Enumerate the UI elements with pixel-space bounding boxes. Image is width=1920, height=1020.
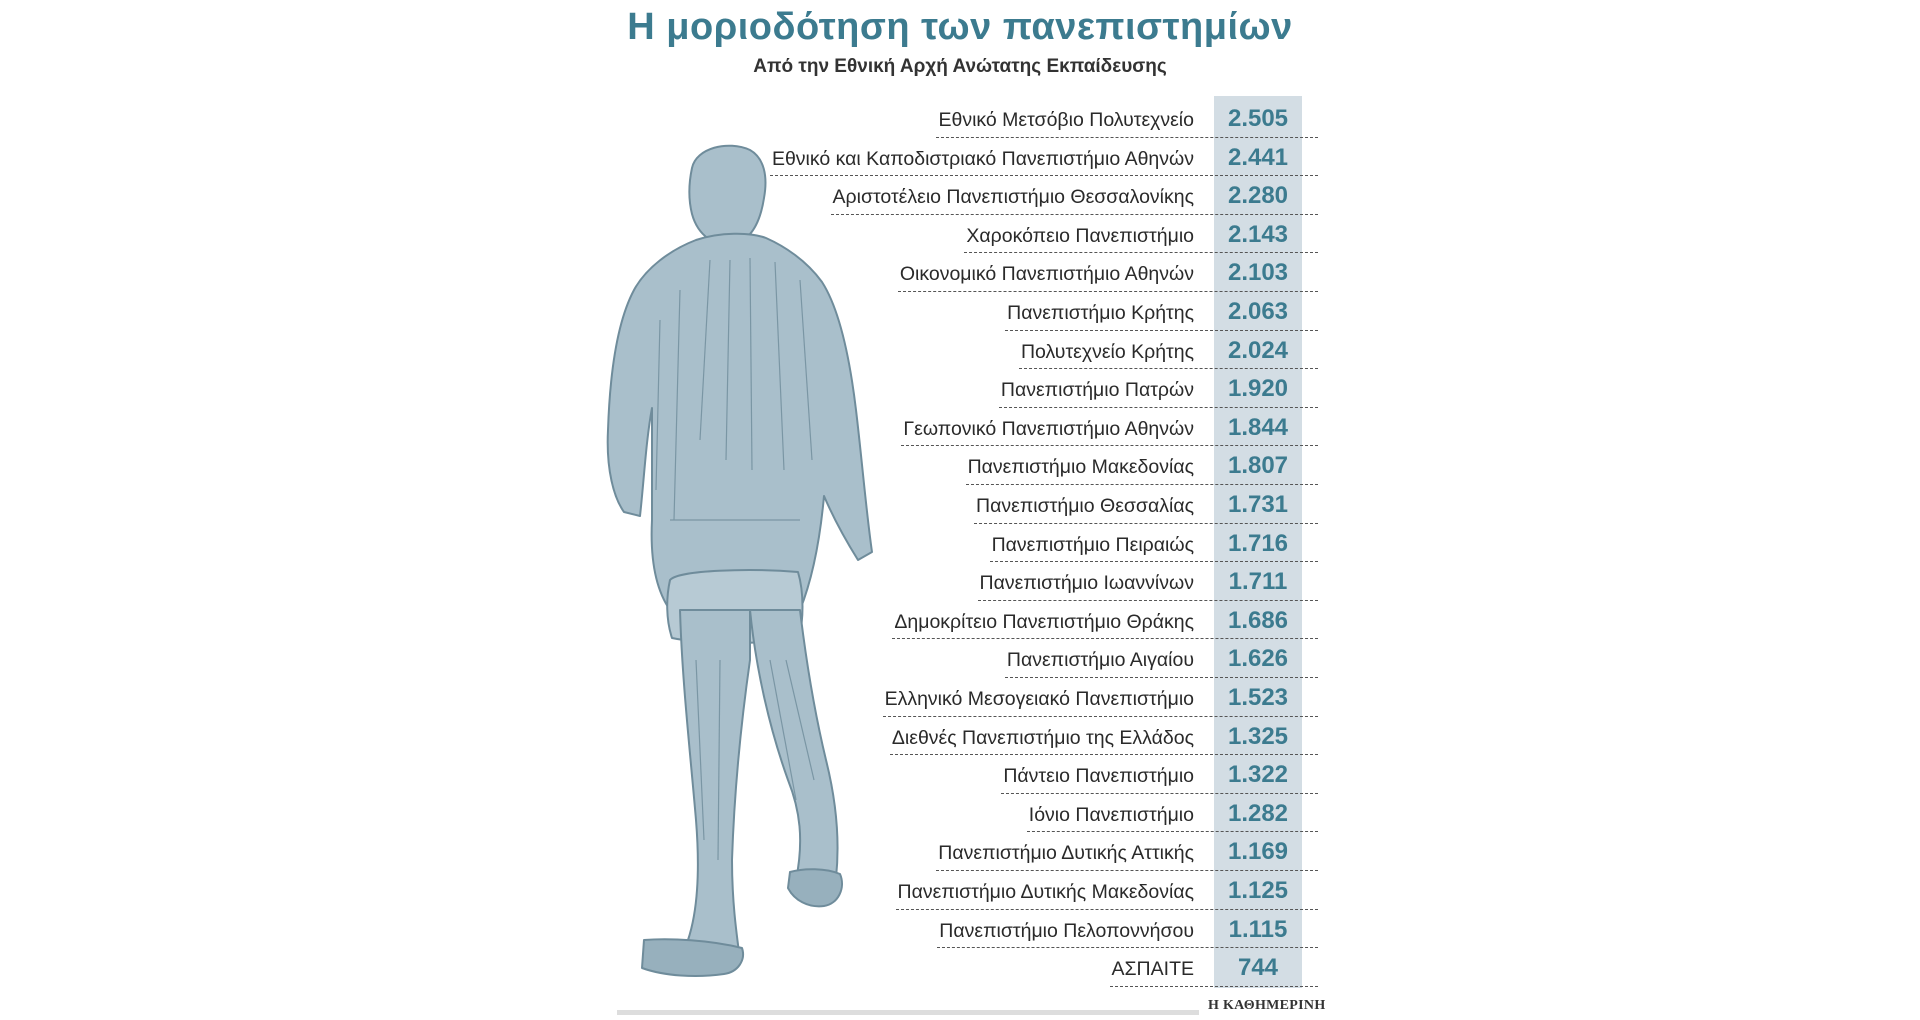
row-value: 744 [1237,954,1279,982]
row-label: Διεθνές Πανεπιστήμιο της Ελλάδος [891,726,1194,749]
row-separator [901,445,1318,446]
row-label: ΑΣΠΑΙΤΕ [1111,958,1194,981]
row-value: 2.103 [1227,259,1289,287]
row-separator [898,291,1318,292]
row-label: Εθνικό και Καποδιστριακό Πανεπιστήμιο Αθηνών [771,147,1194,170]
row-value: 1.115 [1228,915,1288,943]
row-label: Εθνικό Μετσόβιο Πολυτεχνείο [938,109,1194,131]
row-label: Πολυτεχνείο Κρήτης [1020,340,1194,363]
row-separator [1001,793,1318,794]
row-separator [1110,986,1319,987]
row-label: Πανεπιστήμιο Δυτικής Αττικής [938,842,1194,865]
row-separator [890,754,1318,755]
row-label: Οικονομικό Πανεπιστήμιο Αθηνών [899,263,1194,286]
row-label: Γεωπονικό Πανεπιστήμιο Αθηνών [903,417,1194,440]
row-separator [1027,831,1318,832]
row-value: 2.505 [1227,105,1289,132]
row-separator [896,909,1318,910]
row-value: 2.280 [1227,182,1289,210]
row-label: Δημοκρίτειο Πανεπιστήμιο Θράκης [894,610,1194,633]
row-separator [936,137,1318,138]
row-value: 1.731 [1227,491,1289,518]
row-value: 1.523 [1227,684,1289,711]
row-separator [999,407,1318,408]
row-value: 1.325 [1227,722,1289,750]
row-value: 1.920 [1227,375,1289,403]
row-value: 2.024 [1227,336,1289,364]
row-value: 2.063 [1227,298,1289,325]
row-label: Πανεπιστήμιο Δυτικής Μακεδονίας [897,881,1194,903]
row-label: Πάντειο Πανεπιστήμιο [1003,765,1194,788]
row-separator [892,638,1318,639]
row-separator [1005,677,1318,678]
row-value: 1.807 [1227,452,1289,480]
row-value: 1.844 [1227,413,1289,441]
row-label: Πανεπιστήμιο Πατρών [1000,379,1194,402]
row-value: 1.686 [1227,606,1289,634]
row-separator [1019,368,1318,369]
row-separator [964,252,1318,253]
row-separator [770,175,1318,176]
row-separator [990,561,1318,562]
row-separator [936,870,1318,871]
row-label: Πανεπιστήμιο Κρήτης [1007,302,1194,324]
row-value: 2.441 [1227,143,1289,171]
row-label: Πανεπιστήμιο Πελοποννήσου [939,919,1194,942]
footer-divider [617,1010,1199,1015]
row-value: 1.322 [1227,761,1289,789]
row-label: Πανεπιστήμιο Ιωαννίνων [979,572,1194,595]
row-separator [937,947,1318,948]
chart-title: Η μοριοδότηση των πανεπιστημίων [627,6,1293,48]
row-separator [883,716,1318,717]
row-separator [831,214,1318,215]
row-value: 1.711 [1228,568,1288,596]
row-value: 1.626 [1227,645,1289,673]
walking-man-illustration [600,140,900,1000]
row-value: 1.282 [1227,799,1289,827]
row-label: Χαροκόπειο Πανεπιστήμιο [966,224,1194,247]
row-label: Αριστοτέλειο Πανεπιστήμιο Θεσσαλονίκης [832,186,1194,209]
row-value: 1.125 [1227,877,1289,904]
row-label: Πανεπιστήμιο Θεσσαλίας [976,495,1194,517]
chart-subtitle: Από την Εθνική Αρχή Ανώτατης Εκπαίδευσης [753,56,1167,77]
row-value: 1.716 [1227,529,1289,557]
row-value: 2.143 [1227,220,1289,248]
row-label: Ιόνιο Πανεπιστήμιο [1028,803,1194,826]
row-label: Πανεπιστήμιο Μακεδονίας [967,456,1194,479]
row-label: Πανεπιστήμιο Πειραιώς [991,533,1194,556]
row-label: Πανεπιστήμιο Αιγαίου [1006,649,1194,672]
row-separator [974,523,1318,524]
source-credit: Η ΚΑΘΗΜΕΡΙΝΗ [1208,998,1326,1013]
row-separator [966,484,1318,485]
row-separator [978,600,1318,601]
row-label: Ελληνικό Μεσογειακό Πανεπιστήμιο [884,688,1194,710]
row-value: 1.169 [1227,838,1289,866]
row-separator [1005,330,1318,331]
